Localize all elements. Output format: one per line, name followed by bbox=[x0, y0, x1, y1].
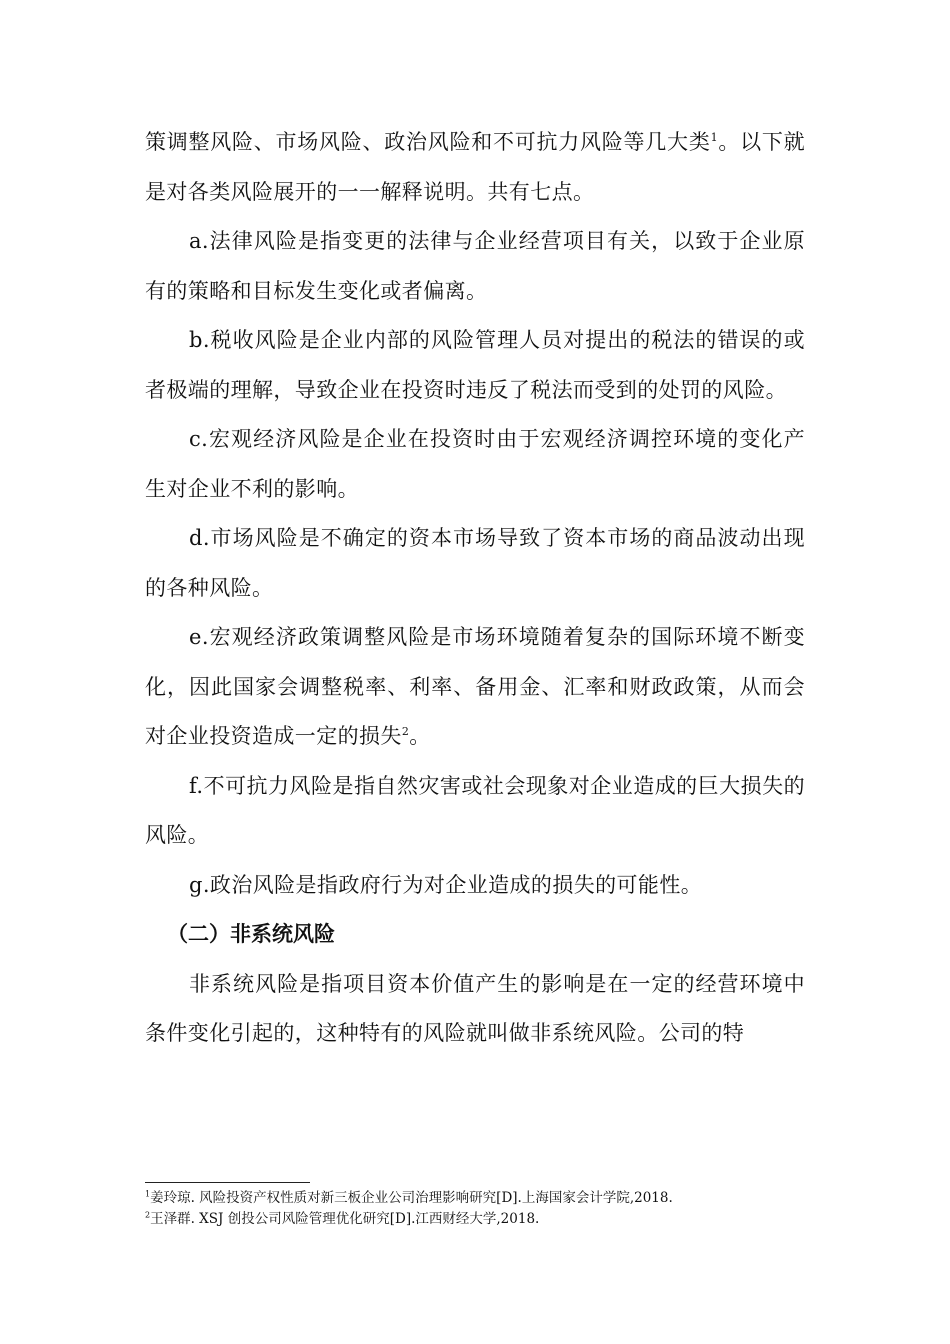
list-item-a: a.法律风险是指变更的法律与企业经营项目有关，以致于企业原有的策略和目标发生变化或者偏离。 bbox=[145, 229, 805, 303]
paragraph-nonsystematic-risk: 非系统风险是指项目资本价值产生的影响是在一定的经营环境中条件变化引起的，这种特有的风险就叫做非系统风险。公司的特 bbox=[145, 971, 805, 1045]
footnote-divider bbox=[145, 1182, 310, 1183]
paragraph-text-tail: 。以下就是对各类风险展开的一一解释说明。共有七点。 bbox=[145, 130, 805, 204]
footnote-ref-1[interactable]: 1 bbox=[710, 131, 718, 144]
footnote-1 bbox=[145, 1188, 845, 1209]
list-item-c: c.宏观经济风险是企业在投资时由于宏观经济调控环境的变化产生对企业不利的影响。 bbox=[145, 427, 805, 501]
list-item-e bbox=[145, 613, 805, 762]
paragraph-text: 策调整风险、市场风险、政治风险和不可抗力风险等几大类 bbox=[145, 130, 711, 154]
paragraph-continuation bbox=[145, 118, 805, 217]
list-item-d: d.市场风险是不确定的资本市场导致了资本市场的商品波动出现的各种风险。 bbox=[145, 526, 805, 600]
footnote-mark-2: 2 bbox=[145, 1210, 151, 1220]
footnotes bbox=[145, 1188, 845, 1230]
section-heading: （二）非系统风险 bbox=[167, 922, 335, 946]
list-item-e-tail: 。 bbox=[409, 724, 431, 748]
list-item-b: b.税收风险是企业内部的风险管理人员对提出的税法的错误的或者极端的理解，导致企业在投资时违反了税法而受到的处罚的风险。 bbox=[145, 328, 805, 402]
document-body bbox=[145, 118, 805, 1059]
footnote-ref-2[interactable]: 2 bbox=[401, 725, 410, 738]
list-item-e-text: e.宏观经济政策调整风险是市场环境随着复杂的国际环境不断变化，因此国家会调整税率、利率、备用金、汇率和财政政策，从而会对企业投资造成一定的损失 bbox=[145, 625, 805, 748]
footnote-mark-1: 1 bbox=[145, 1189, 151, 1199]
list-item-g: g.政治风险是指政府行为对企业造成的损失的可能性。 bbox=[189, 872, 703, 897]
footnote-2 bbox=[145, 1209, 845, 1230]
footnote-text-1: 姜玲琼. 风险投资产权性质对新三板企业公司治理影响研究[D].上海国家会计学院,2018. bbox=[150, 1190, 673, 1206]
footnote-text-2: 王泽群. XSJ 创投公司风险管理优化研究[D].江西财经大学,2018. bbox=[150, 1211, 540, 1227]
list-item-f: f.不可抗力风险是指自然灾害或社会现象对企业造成的巨大损失的风险。 bbox=[145, 773, 805, 847]
